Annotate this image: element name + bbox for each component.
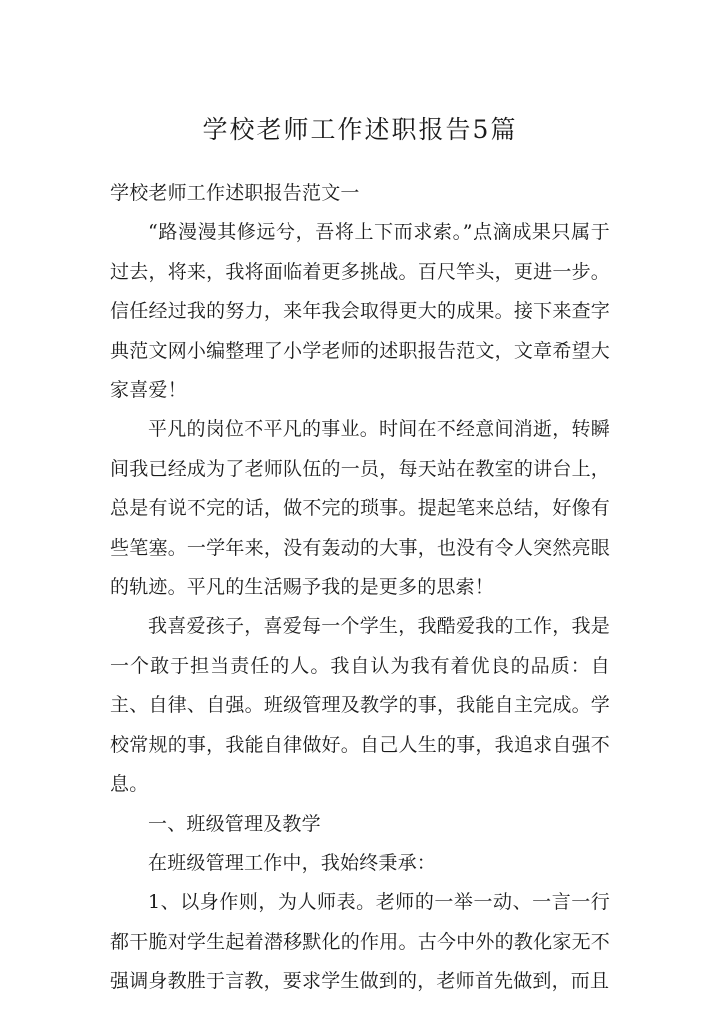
paragraph: 平凡的岗位不平凡的事业。时间在不经意间消逝，转瞬间我已经成为了老师队伍的一员，每天站在教室的讲台上，总是有说不完的话，做不完的琐事。提起笔来总结，好像有些笔塞。一学年来，没有轰动的大事，也没有令人突然亮眼的轨迹。平凡的生活赐予我的是更多的思索！ xyxy=(110,418,610,599)
paragraph: “路漫漫其修远兮，吾将上下而求索。”点滴成果只属于过去，将来，我将面临着更多挑战。百尺竿头，更进一步。信任经过我的努力，来年我会取得更大的成果。接下来查字典范文网小编整理了小学老师的述职报告范文，文章希望大家喜爱！ xyxy=(110,221,610,402)
document-body xyxy=(110,174,610,1002)
paragraph: 我喜爱孩子，喜爱每一个学生，我酷爱我的工作，我是一个敢于担当责任的人。我自认为我有着优良的品质：自主、自律、自强。班级管理及教学的事，我能自主完成。学校常规的事，我能自律做好。自己人生的事，我追求自强不息。 xyxy=(110,615,610,796)
section-subtitle: 学校老师工作述职报告范文一 xyxy=(110,182,360,204)
section-heading: 一、班级管理及教学 xyxy=(148,812,321,835)
paragraph: 在班级管理工作中，我始终秉承： xyxy=(148,851,437,874)
document-title: 学校老师工作述职报告5篇 xyxy=(202,115,518,144)
paragraph: 1、以身作则，为人师表。老师的一举一动、一言一行都干脆对学生起着潜移默化的作用。古今中外的教化家无不强调身教胜于言教，要求学生做到的，老师首先做到，而且 xyxy=(110,891,610,993)
